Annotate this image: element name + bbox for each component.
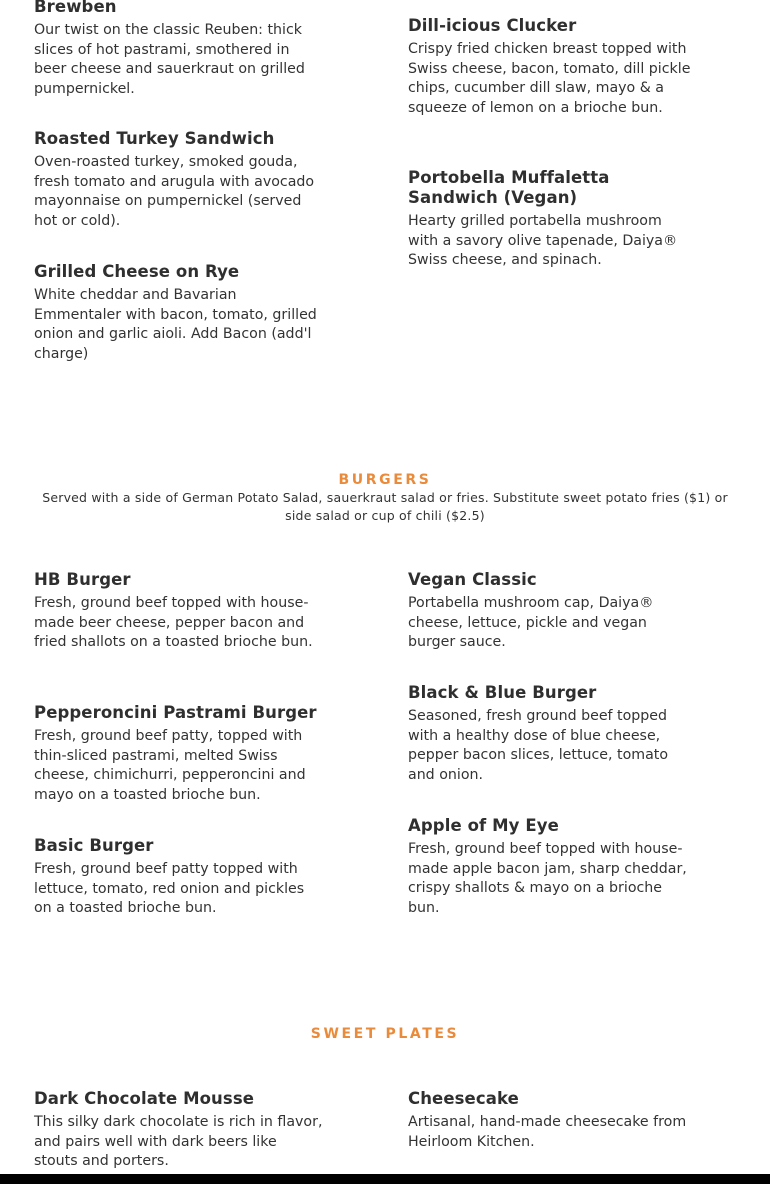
item-name: Grilled Cheese on Rye <box>34 262 240 281</box>
item-name: Dill-icious Clucker <box>408 16 577 35</box>
item-description: Hearty grilled portabella mushroom with a savory olive tapenade, Daiya® Swiss cheese, and spinach. <box>408 213 678 268</box>
section-subtitle-burgers: Served with a side of German Potato Salad, sauerkraut salad or fries. Substitute sweet potato fries ($1) or side salad or cup of chili ($2.5) <box>42 490 728 523</box>
menu-item-brewben <box>34 0 324 99</box>
menu-item-apple-of-my-eye <box>408 816 693 918</box>
menu-item-basic-burger <box>34 836 324 919</box>
item-description: Seasoned, fresh ground beef topped with a healthy dose of blue cheese, pepper bacon slices, lettuce, tomato and onion. <box>408 708 669 783</box>
menu-item-hb-burger <box>34 570 324 653</box>
menu-item-pepperoncini-pastrami-burger <box>34 703 324 805</box>
item-name: HB Burger <box>34 570 131 589</box>
item-name: Cheesecake <box>408 1089 519 1108</box>
menu-item-vegan-classic <box>408 570 693 653</box>
section-title-sweet-plates: SWEET PLATES <box>310 1026 460 1042</box>
menu-item-cheesecake <box>408 1089 693 1152</box>
item-description: Fresh, ground beef patty topped with lettuce, tomato, red onion and pickles on a toasted brioche bun. <box>34 861 305 916</box>
item-description: Crispy fried chicken breast topped with Swiss cheese, bacon, tomato, dill pickle chips, cucumber dill slaw, mayo & a squeeze of lemon on a brioche bun. <box>408 41 691 116</box>
menu-item-grilled-cheese-rye <box>34 262 324 364</box>
item-name: Roasted Turkey Sandwich <box>34 129 275 148</box>
menu-item-roasted-turkey <box>34 129 324 231</box>
menu-item-dark-chocolate-mousse <box>34 1089 324 1172</box>
item-description: Fresh, ground beef patty, topped with thin-sliced pastrami, melted Swiss cheese, chimichurri, pepperoncini and mayo on a toasted brioche bun. <box>34 728 306 803</box>
item-description: Oven-roasted turkey, smoked gouda, fresh tomato and arugula with avocado mayonnaise on pumpernickel (served hot or cold). <box>34 154 315 229</box>
item-description: White cheddar and Bavarian Emmentaler with bacon, tomato, grilled onion and garlic aioli. Add Bacon (add'l charge) <box>34 287 317 362</box>
item-name: Pepperoncini Pastrami Burger <box>34 703 317 722</box>
item-name: Dark Chocolate Mousse <box>34 1089 255 1108</box>
item-name: Vegan Classic <box>408 570 537 589</box>
item-description: Artisanal, hand-made cheesecake from Heirloom Kitchen. <box>408 1114 687 1150</box>
menu-item-black-blue-burger <box>408 683 693 785</box>
item-description: Our twist on the classic Reuben: thick slices of hot pastrami, smothered in beer cheese and sauerkraut on grilled pumpernickel. <box>34 22 305 97</box>
item-name: Black & Blue Burger <box>408 683 597 702</box>
bottom-bar <box>0 1174 770 1184</box>
item-description: This silky dark chocolate is rich in flavor, and pairs well with dark beers like stouts and porters. <box>34 1114 323 1169</box>
item-description: Fresh, ground beef topped with house-made beer cheese, pepper bacon and fried shallots on a toasted brioche bun. <box>34 595 313 650</box>
item-name: Apple of My Eye <box>408 816 559 835</box>
item-name: Portobella Muffaletta Sandwich (Vegan) <box>408 168 610 207</box>
item-name: Basic Burger <box>34 836 154 855</box>
section-title-burgers: BURGERS <box>338 472 432 488</box>
item-description: Portabella mushroom cap, Daiya® cheese, lettuce, pickle and vegan burger sauce. <box>408 595 654 650</box>
menu-item-portobella-muffaletta <box>408 168 693 271</box>
item-description: Fresh, ground beef topped with house-made apple bacon jam, sharp cheddar, crispy shallots & mayo on a brioche bun. <box>408 841 687 916</box>
menu-item-dill-icious-clucker <box>408 16 693 118</box>
item-name: Brewben <box>34 0 117 16</box>
